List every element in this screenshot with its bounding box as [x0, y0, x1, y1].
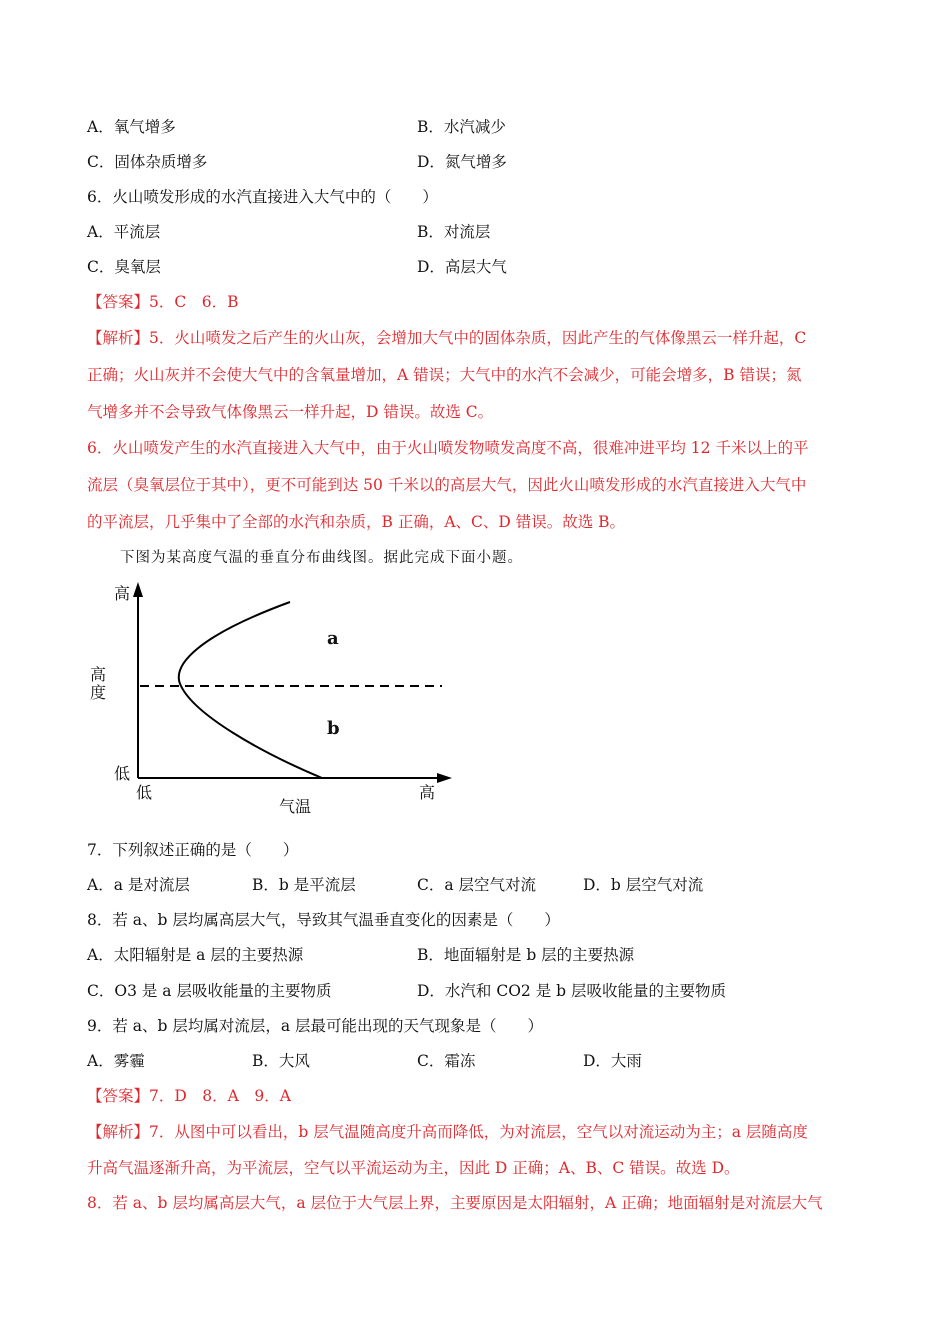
option-a: A．太阳辐射是 a 层的主要热源 [87, 946, 304, 964]
option-a: A．氧气增多 [87, 118, 176, 136]
analysis-line: 正确；火山灰并不会使大气中的含氧量增加，A 错误；大气中的水汽不会减少，可能会增多，B 错误；氮 [87, 366, 802, 384]
option-b: B．水汽减少 [417, 118, 506, 136]
option-c: C．霜冻 [417, 1052, 476, 1070]
option-c: C．a 层空气对流 [417, 876, 537, 894]
option-b: B．对流层 [417, 223, 491, 241]
option-b: B．地面辐射是 b 层的主要热源 [417, 946, 635, 964]
option-b: B．大风 [252, 1052, 310, 1070]
answer-5-6: 【答案】5．C 6．B [87, 293, 239, 311]
option-a: A．平流层 [87, 223, 161, 241]
option-c: C．固体杂质增多 [87, 153, 208, 171]
question-stem: 9．若 a、b 层均属对流层，a 层最可能出现的天气现象是（ ） [87, 1017, 544, 1035]
option-d: D．b 层空气对流 [583, 876, 704, 894]
option-b: B．b 是平流层 [252, 876, 356, 894]
option-c: C．臭氧层 [87, 258, 161, 276]
y-top-label: 高 [114, 584, 131, 603]
option-d: D．大雨 [583, 1052, 642, 1070]
x-left-label: 低 [136, 783, 153, 802]
answer-7-9: 【答案】7．D 8．A 9．A [87, 1087, 291, 1105]
option-a: A．雾霾 [87, 1052, 145, 1070]
x-axis-label: 气温 [279, 797, 312, 816]
analysis-line: 升高气温逐渐升高，为平流层，空气以平流运动为主，因此 D 正确；A、B、C 错误。故选 D。 [87, 1159, 740, 1177]
y-axis-label-2: 度 [90, 683, 107, 702]
layer-b-label: b [327, 718, 340, 739]
analysis-line: 气增多并不会导致气体像黑云一样升起，D 错误。故选 C。 [87, 403, 494, 421]
y-axis-label-1: 高 [90, 665, 107, 684]
analysis-line: 8．若 a、b 层均属高层大气，a 层位于大气层上界，主要原因是太阳辐射，A 正确；地面辐射是对流层大气 [87, 1194, 823, 1212]
option-c: C．O3 是 a 层吸收能量的主要物质 [87, 982, 332, 1000]
figure-intro: 下图为某高度气温的垂直分布曲线图。据此完成下面小题。 [120, 550, 523, 566]
analysis-line: 【解析】7．从图中可以看出，b 层气温随高度升高而降低，为对流层，空气以对流运动为主；a 层随高度 [87, 1123, 808, 1141]
analysis-line: 流层（臭氧层位于其中），更不可能到达 50 千米以的高层大气，因此火山喷发形成的水汽直接进入大气中 [87, 476, 807, 494]
option-d: D．氮气增多 [417, 153, 507, 171]
analysis-line: 的平流层，几乎集中了全部的水汽和杂质，B 正确，A、C、D 错误。故选 B。 [87, 513, 626, 531]
question-stem: 8．若 a、b 层均属高层大气，导致其气温垂直变化的因素是（ ） [87, 911, 560, 929]
option-a: A．a 是对流层 [87, 876, 190, 894]
question-stem: 6．火山喷发形成的水汽直接进入大气中的（ ） [87, 188, 438, 206]
question-stem: 7．下列叙述正确的是（ ） [87, 841, 299, 859]
y-axis-arrow [133, 582, 143, 597]
option-d: D．水汽和 CO2 是 b 层吸收能量的主要物质 [417, 982, 726, 1000]
layer-a-label: a [327, 628, 339, 649]
x-right-label: 高 [419, 783, 436, 802]
option-d: D．高层大气 [417, 258, 507, 276]
y-bottom-label: 低 [114, 764, 131, 783]
temperature-curve [179, 602, 322, 778]
analysis-line: 【解析】5．火山喷发之后产生的火山灰，会增加大气中的固体杂质，因此产生的气体像黑云一样升起，C [87, 329, 807, 347]
x-axis-arrow [437, 773, 452, 783]
analysis-line: 6．火山喷发产生的水汽直接进入大气中，由于火山喷发物喷发高度不高，很难冲进平均 12 千米以上的平 [87, 439, 809, 457]
